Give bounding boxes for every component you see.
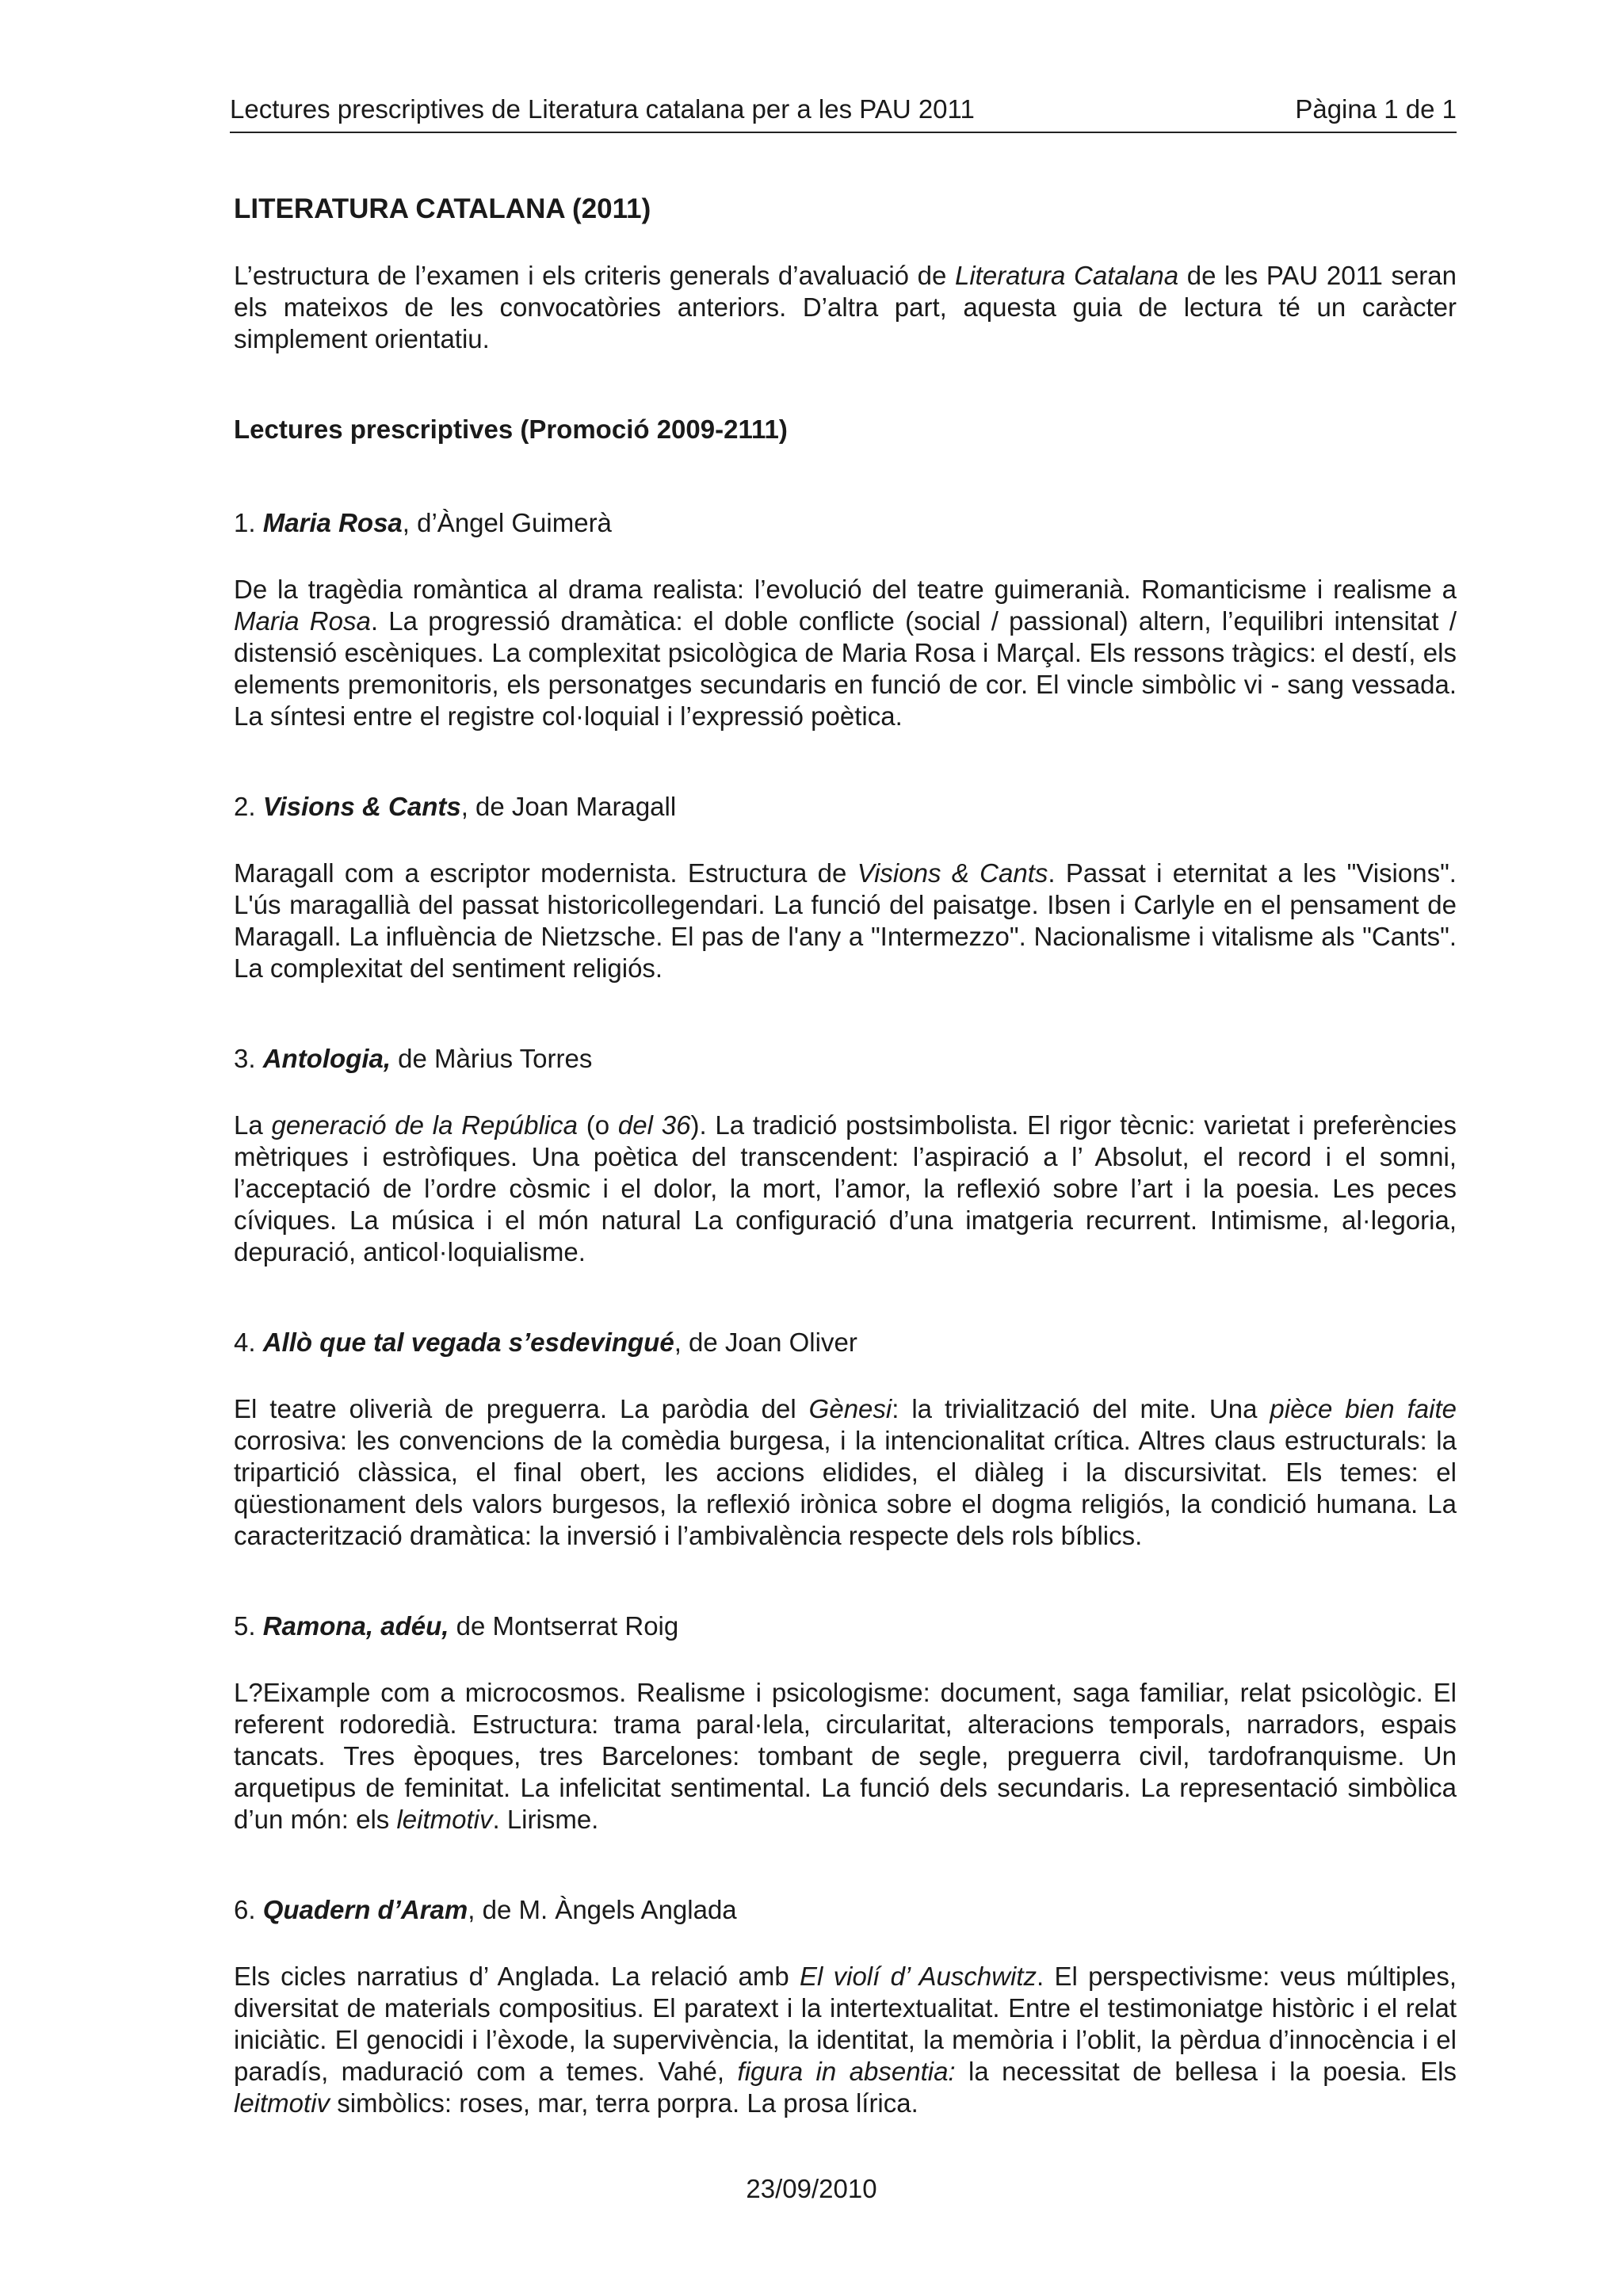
- document-body: [234, 193, 1457, 2119]
- intro-paragraph: [234, 260, 1457, 355]
- reading-work-title: Quadern d’Aram: [262, 1895, 468, 1924]
- reading-work-title: Visions & Cants: [262, 792, 461, 821]
- reading-description-4: El teatre oliverià de preguerra. La paròdia del Gènesi: la trivialització del mite. Una pièce bien faite corrosiva: les convencions de la comèdia burgesa, i la intencionalitat crítica. Altres claus estructurals: la tripartició clàssica, el final obert, les accions elidides, el diàleg i la discursivitat. Els temes: el qüestionament dels valors burgesos, la reflexió irònica sobre el dogma religiós, la condició humana. La caracterització dramàtica: la inversió i l’ambivalència respecte dels rols bíblics.: [234, 1394, 1457, 1550]
- reading-number: 5.: [234, 1611, 263, 1641]
- reading-number: 6.: [234, 1895, 263, 1924]
- reading-author: , de Joan Oliver: [674, 1328, 857, 1357]
- reading-description-1: De la tragèdia romàntica al drama realista: l’evolució del teatre guimeranià. Romanticisme i realisme a Maria Rosa. La progressió dramàtica: el doble conflicte (social / passional) altern, l’equilibri intensitat / distensió escèniques. La complexitat psicològica de Maria Rosa i Marçal. Els ressons tràgics: el destí, els elements premonitoris, els personatges secundaris en funció de cor. El vincle simbòlic vi - sang vessada. La síntesi entre el registre col·loquial i l’expressió poètica.: [234, 575, 1457, 731]
- intro-emphasis: Literatura Catalana: [954, 261, 1179, 290]
- reading-heading-2: [234, 791, 1457, 823]
- reading-number: 4.: [234, 1328, 263, 1357]
- reading-heading-3: [234, 1043, 1457, 1075]
- reading-description-6: Els cicles narratius d’ Anglada. La relació amb El violí d’ Auschwitz. El perspectivisme: veus múltiples, diversitat de materials compositius. El paratext i la intertextualitat. Entre el testimoniatge històric i el relat iniciàtic. El genocidi i l’èxode, la supervivència, la identitat, la memòria i l’oblit, la pèrdua d’innocència i el paradís, maduració com a temes. Vahé, figura in absentia: la necessitat de bellesa i la poesia. Els leitmotiv simbòlics: roses, mar, terra porpra. La prosa lírica.: [234, 1962, 1457, 2118]
- reading-description-3: La generació de la República (o del 36). La tradició postsimbolista. El rigor tècnic: varietat i preferències mètriques i estròfiques. Una poètica del transcendent: l’aspiració a l’ Absolut, el record i el somni, l’acceptació de l’ordre còsmic i el dolor, la mort, l’amor, la reflexió sobre l’art i la poesia. Les peces cíviques. La música i el món natural La configuració d’una imatgeria recurrent. Intimisme, al·legoria, depuració, anticol·loquialisme.: [234, 1110, 1457, 1266]
- header-title: Lectures prescriptives de Literatura catalana per a les PAU 2011: [230, 94, 975, 124]
- reading-number: 2.: [234, 792, 263, 821]
- reading-description-5: L?Eixample com a microcosmos. Realisme i psicologisme: document, saga familiar, relat psicològic. El referent rodoredià. Estructura: trama paral·lela, circularitat, alteracions temporals, narradors, espais tancats. Tres èpoques, tres Barcelones: tombant de segle, preguerra civil, tardofranquisme. Un arquetipus de feminitat. La infelicitat sentimental. La funció dels secundaris. La representació simbòlica d’un món: els leitmotiv. Lirisme.: [234, 1678, 1457, 1834]
- section-heading: Lectures prescriptives (Promoció 2009-2111): [234, 415, 788, 444]
- reading-work-title: Maria Rosa: [262, 508, 403, 537]
- intro-text: de les PAU 2011 seran els mateixos de les convocatòries anteriors. D’altra part, aquesta guia de lectura té un caràcter simplement orientatiu.: [234, 261, 1457, 353]
- page-header: [230, 94, 1457, 133]
- reading-heading-1: [234, 507, 1457, 539]
- document-title: LITERATURA CATALANA (2011): [234, 193, 651, 224]
- reading-number: 1.: [234, 508, 263, 537]
- reading-work-title: Allò que tal vegada s’esdevingué: [262, 1328, 674, 1357]
- page-footer-date: 23/09/2010: [746, 2174, 877, 2203]
- reading-heading-5: [234, 1610, 1457, 1642]
- intro-text: L’estructura de l’examen i els criteris generals d’avaluació de: [234, 261, 955, 290]
- reading-author: , de Joan Maragall: [460, 792, 677, 821]
- header-page-number: Pàgina 1 de 1: [1295, 94, 1457, 124]
- reading-heading-6: [234, 1894, 1457, 1926]
- reading-work-title: Antologia,: [262, 1044, 391, 1073]
- reading-work-title: Ramona, adéu,: [262, 1611, 449, 1641]
- reading-author: , d’Àngel Guimerà: [402, 508, 612, 537]
- reading-description-2: Maragall com a escriptor modernista. Estructura de Visions & Cants. Passat i eternitat a les "Visions". L'ús maragallià del passat historicollegendari. La funció del paisatge. Ibsen i Carlyle en el pensament de Maragall. La influència de Nietzsche. El pas de l'any a "Intermezzo". Nacionalisme i vitalisme als "Cants". La complexitat del sentiment religiós.: [234, 858, 1457, 983]
- reading-heading-4: [234, 1327, 1457, 1358]
- reading-author: , de M. Àngels Anglada: [468, 1895, 737, 1924]
- reading-author: de Màrius Torres: [391, 1044, 593, 1073]
- reading-author: de Montserrat Roig: [449, 1611, 679, 1641]
- reading-number: 3.: [234, 1044, 263, 1073]
